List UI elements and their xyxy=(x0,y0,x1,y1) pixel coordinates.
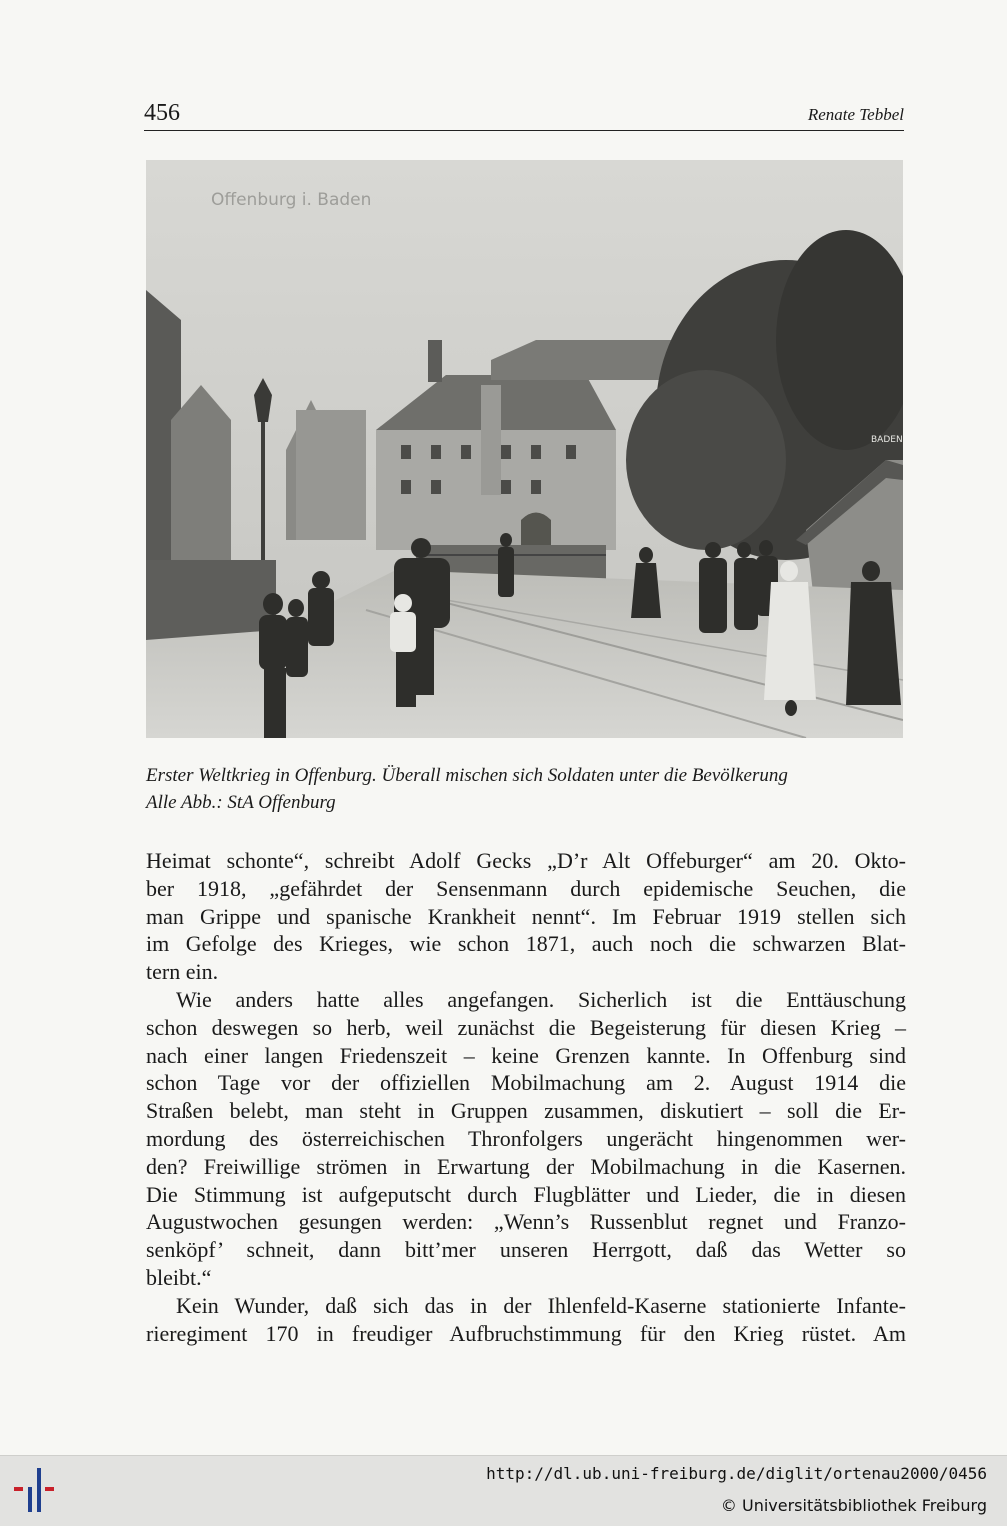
photo-stamp-text: Offenburg i. Baden xyxy=(211,190,372,210)
text-line: den? Freiwillige strömen in Erwartung der Mobilmachung in die Kasernen. xyxy=(146,1153,906,1179)
url-text[interactable]: http://dl.ub.uni-freiburg.de/diglit/ortenau2000/0456 xyxy=(486,1464,987,1483)
text-line: schon Tage vor der offiziellen Mobilmachung am 2. August 1914 die xyxy=(146,1070,906,1096)
text-line: man Grippe und spanische Krankheit nennt“. Im Februar 1919 stellen sich xyxy=(146,903,906,929)
text-line: senköpf’ schneit, dann bitt’mer unseren Herrgott, daß das Wetter so xyxy=(146,1237,906,1263)
text-line: Straßen belebt, man steht in Gruppen zusammen, diskutiert – soll die Er- xyxy=(146,1098,906,1124)
text-line: bleibt.“ xyxy=(146,1264,212,1290)
kiosk-sign: BADEN xyxy=(871,435,903,445)
text-line: Die Stimmung ist aufgeputscht durch Flugblätter und Lieder, die in diesen xyxy=(146,1181,906,1207)
library-footer xyxy=(0,1455,1007,1526)
text-line: Heimat schonte“, schreibt Adolf Gecks „D’r Alt Offeburger“ am 20. Okto- xyxy=(146,848,906,873)
running-head-author: Renate Tebbel xyxy=(807,105,904,124)
text-line: rieregiment 170 in freudiger Aufbruchstimmung für den Krieg rüstet. Am xyxy=(146,1320,906,1346)
body-text xyxy=(146,847,906,1347)
ub-freiburg-logo-icon[interactable] xyxy=(14,1466,64,1516)
text-line: Wie anders hatte alles angefangen. Sicherlich ist die Enttäuschung xyxy=(176,986,906,1012)
text-line: ber 1918, „gefährdet der Sensenmann durch epidemische Seuchen, die xyxy=(146,875,906,901)
document-url-link[interactable] xyxy=(486,1464,987,1483)
text-line: im Gefolge des Krieges, wie schon 1871, auch noch die schwarzen Blat- xyxy=(146,931,906,957)
page-number: 456 xyxy=(144,100,180,126)
historic-photograph xyxy=(146,160,903,738)
photo-caption xyxy=(146,762,906,816)
caption-line-2: Alle Abb.: StA Offenburg xyxy=(146,792,336,813)
copyright-text: © Universitätsbibliothek Freiburg xyxy=(720,1496,987,1515)
text-line: schon deswegen so herb, weil zunächst die Begeisterung für diesen Krieg – xyxy=(146,1014,906,1040)
text-line: Augustwochen gesungen werden: „Wenn’s Russenblut regnet und Franzo- xyxy=(146,1209,906,1235)
caption-line-1: Erster Weltkrieg in Offenburg. Überall mischen sich Soldaten unter die Bevölkerung xyxy=(146,765,788,786)
text-line: nach einer langen Friedenszeit – keine Grenzen kannte. In Offenburg sind xyxy=(146,1042,906,1068)
text-line: tern ein. xyxy=(146,959,219,985)
page-header xyxy=(144,100,904,131)
text-line: mordung des österreichischen Thronfolgers ungerächt hingenommen wer- xyxy=(146,1125,906,1151)
text-line: Kein Wunder, daß sich das in der Ihlenfeld-Kaserne stationierte Infante- xyxy=(176,1292,906,1318)
